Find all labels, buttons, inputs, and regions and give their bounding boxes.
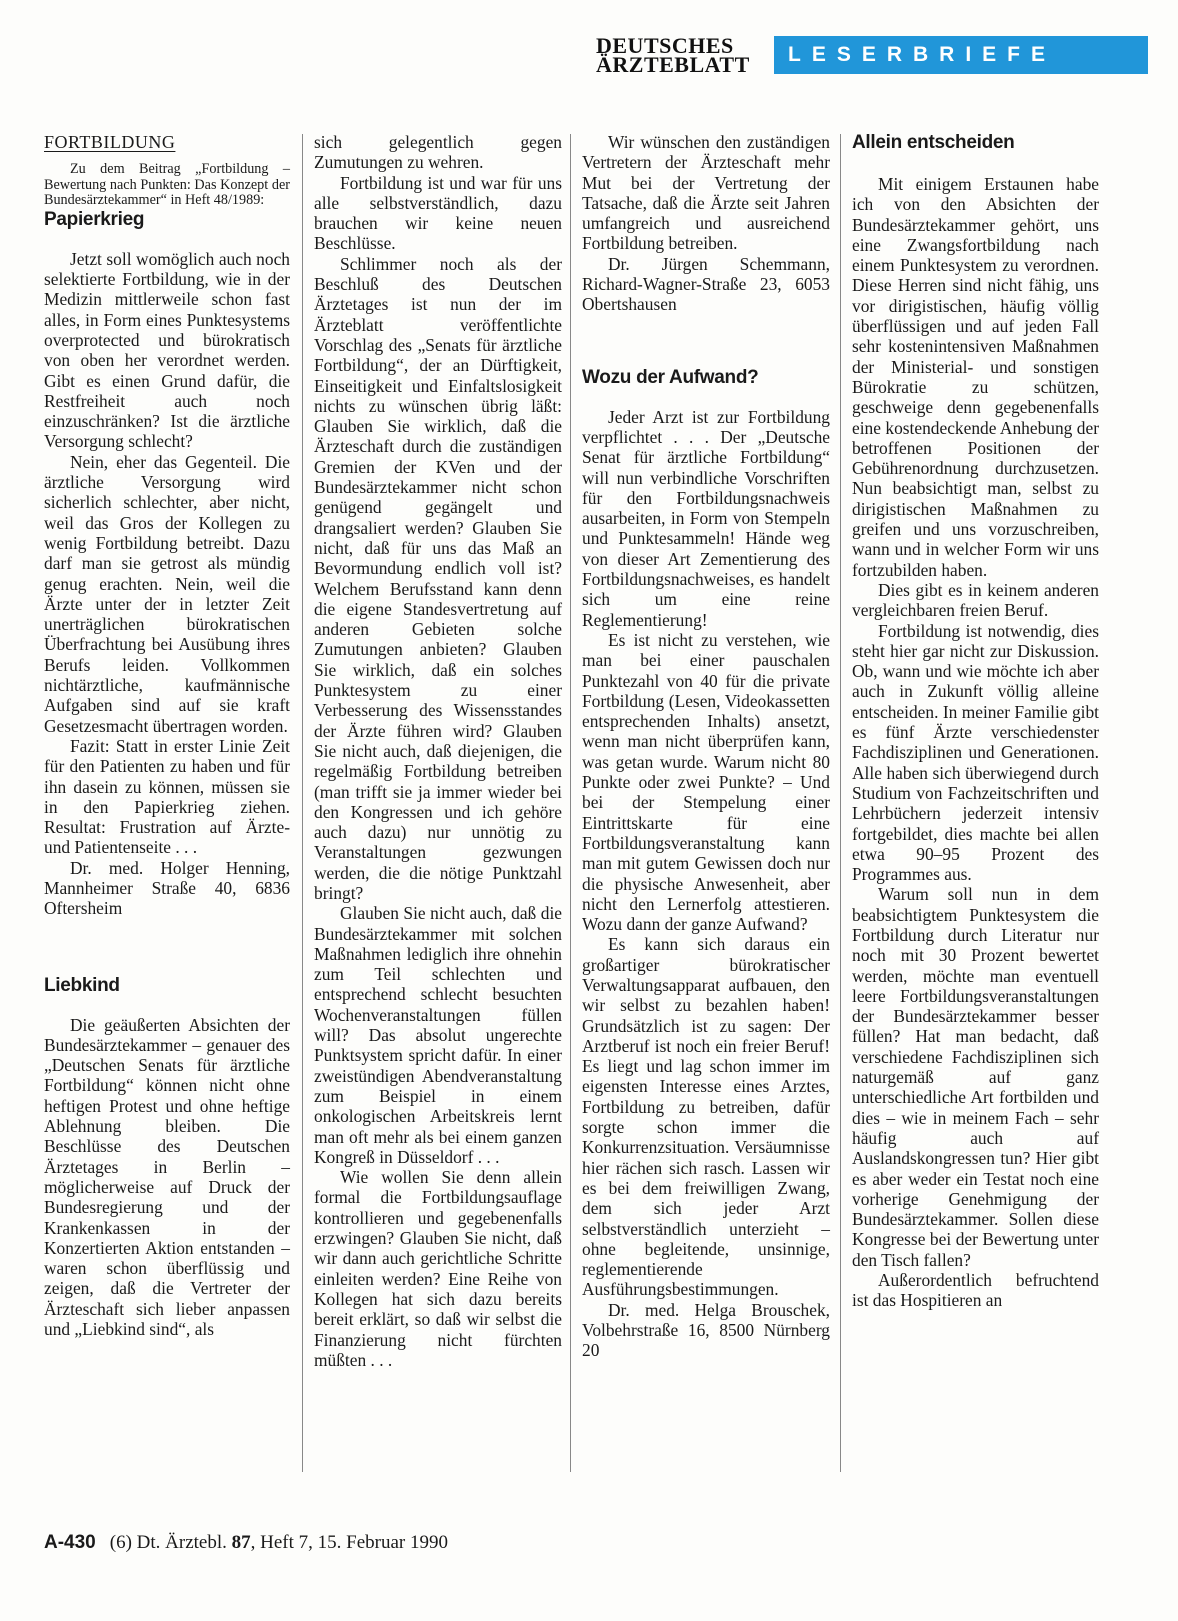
letter-paragraph: Es ist nicht zu verstehen, wie man bei einer pauschalen Punktezahl von 40 für die private Fortbildung (Lesen, Videokassetten entsprechenden Inhalts) ansetzt, wenn man nicht überprüfen kann, was getan wurde. Warum nicht 80 Punkte oder zwei Punkte? – Und bei der Stempelung einer Eintrittskarte für eine Fortbildungsveranstaltung kann man mit gutem Gewissen doch nur die physische Anwesenheit, aber nicht den Lernerfolg attestieren. Wozu dann der ganze Aufwand? (582, 629, 830, 935)
letter-paragraph: sich gelegentlich gegen Zumutungen zu wehren. (314, 132, 562, 173)
journal-abbreviation: Dt. Ärztebl. (136, 1532, 227, 1553)
journal-name-line1: DEUTSCHES (596, 33, 734, 58)
letter-paragraph: Fortbildung ist notwendig, dies steht hier gar nicht zur Diskussion. Ob, wann und wie möchte ich aber auch in Zukunft völlig alleine entscheiden. In meiner Familie gibt es fünf Ärzte verschiedenster Fachdisziplinen und Generationen. Alle haben sich überwiegend durch Studium von Fachzeitschriften und Lehrbüchern jederzeit intensiv fortgebildet, dies machte bei allen etwa 90–95 Prozent des Programmes aus. (852, 620, 1099, 885)
letter-title-papierkrieg: Papierkrieg (44, 208, 145, 230)
letter-signature: Dr. Jürgen Schemmann, Richard-Wagner-Straße 23, 6053 Obertshausen (582, 253, 830, 315)
letter-title-wozu-der-aufwand: Wozu der Aufwand? (582, 366, 759, 388)
column-3 (582, 132, 830, 1361)
section-label: FORTBILDUNG (44, 132, 176, 152)
letter-paragraph: Es kann sich daraus ein großartiger bürokratischer Verwaltungsapparat aufbauen, den wir selbst zu bezahlen haben! Grundsätzlich ist zu sagen: Der Arztberuf ist noch ein freier Beruf! Es liegt und lag schon immer im eigensten Interesse eines Arztes, Fortbildung zu betreiben, dafür sorgte schon immer die Konkurrenzsituation. Versäumnisse hier rächen sich rasch. Lassen wir es bei dem freiwilligen Zwang, dem sich jeder Arzt selbstverständlich unterzieht – ohne begleitende, unsinnige, reglementierende Ausführungsbestimmungen. (582, 934, 830, 1300)
letter-paragraph: Fortbildung ist und war für uns alle selbstverständlich, dazu brauchen wir keine neuen Beschlüsse. (314, 172, 562, 254)
letter-paragraph: Wie wollen Sie denn allein formal die Fortbildungsauflage kontrollieren und gegebenenfalls erzwingen? Glauben Sie nicht, daß wir dann auch gerichtliche Schritte einleiten werden? Eine Reihe von Kollegen hat sich dazu bereits bereit erklärt, so daß wir selbst die Finanzierung nicht fürchten müßten . . . (314, 1167, 562, 1370)
column-divider (570, 134, 571, 1472)
page-footer (44, 1532, 744, 1554)
column-2 (314, 132, 562, 1370)
column-4 (852, 132, 1099, 1311)
letter-paragraph: Glauben Sie nicht auch, daß die Bundesärztekammer mit solchen Maßnahmen lediglich ihre ohnehin zum Teil schlechten und entsprechend schlecht besuchten Wochenveranstaltungen füllen will? Das absolut ungerechte Punktsystem spricht dafür. In einer zweistündigen Abendveranstaltung zum Beispiel in einem onkologischen Arbeitskreis lernt man oft mehr als bei einem ganzen Kongreß in Düsseldorf . . . (314, 903, 562, 1167)
local-page-number: (6) (109, 1532, 132, 1553)
letter-paragraph: Wir wünschen den zuständigen Vertretern der Ärzteschaft mehr Mut bei der Vertretung der Tatsache, daß die Ärzte seit Jahren umfangreich und ausreichend Fortbildung betreiben. (582, 132, 830, 254)
issue-date: , Heft 7, 15. Februar 1990 (250, 1532, 448, 1553)
letter-paragraph: Fazit: Statt in erster Linie Zeit für den Patienten zu haben und für ihn dasein zu können, müssen sie in den Papierkrieg ziehen. Resultat: Frustration auf Ärzte- und Patientenseite . . . (44, 735, 290, 858)
column-divider (302, 134, 303, 1472)
letter-paragraph: Die geäußerten Absichten der Bundesärztekammer – genauer des „Deutschen Senats für ärztliche Fortbildung“ können nicht ohne heftigen Protest und ohne heftige Ablehnung bleiben. Die Beschlüsse des Deutschen Ärztetages in Berlin – möglicherweise auf Druck der Bundesregierung und der Krankenkassen in der Konzertierten Aktion entstanden – waren schon überflüssig und zeigen, daß die Vertreter der Ärzteschaft sich lieber anpassen und „Liebkind sind“, als (44, 1014, 290, 1340)
letter-paragraph: Mit einigem Erstaunen habe ich von den Absichten der Bundesärztekammer gehört, uns eine Zwangsfortbildung nach einem Punktesystem zu verordnen. Diese Herren sind nicht fähig, uns vor dirigistischen, häufig völlig überflüssigen und auf jeden Fall sehr kostenintensiven Maßnahmen der Ministerial- und sonstigen Bürokratie zu schützen, geschweige denn gegebenenfalls eine kostendeckende Anhebung der betroffenen Positionen der Gebührenordnung durchzusetzen. Nun beabsichtigt man, selbst zu dirigistischen Maßnahmen zu greifen und uns vorzuschreiben, wann und in welcher Form wir uns fortzubilden haben. (852, 174, 1099, 580)
column-1 (44, 132, 290, 1339)
journal-name-line2: ÄRZTEBLATT (596, 52, 750, 77)
journal-logo (596, 33, 776, 77)
letter-paragraph: Schlimmer noch als der Beschluß des Deutschen Ärztetages ist nun der im Ärzteblatt veröffentlichte Vorschlag des „Senats für ärztliche Fortbildung“, der an Dürftigkeit, Einseitigkeit und Einfaltslosigkeit nichts zu wünschen übrig läßt: Glauben Sie wirklich, daß die Ärzteschaft durch die zuständigen Gremien der KVen und der Bundesärztekammer nicht schon genügend gegängelt und drangsaliert werden? Glauben Sie nicht, daß für uns das Maß an Bevormundung endlich voll ist? Welchem Berufsstand kann denn die eigene Standesvertretung auf anderen Gebieten solche Zumutungen anbieten? Glauben Sie wirklich, daß ein solches Punktesystem zu einer Verbesserung des Wissensstandes der Ärzte führen wird? Glauben Sie nicht auch, daß diejenigen, die regelmäßig Fortbildung betreiben (man trifft sie ja immer wieder bei den Kongressen und ich gehöre auch dazu) nur unnötig zu Veranstaltungen gezwungen werden, die die nötige Punktzahl bringt? (314, 253, 562, 903)
article-reference: Zu dem Beitrag „Fortbildung – Bewertung nach Punkten: Das Konzept der Bundesärztekammer“ in Heft 48/1989: (44, 161, 290, 209)
letter-signature: Dr. med. Holger Henning, Mannheimer Straße 40, 6836 Oftersheim (44, 857, 290, 919)
letter-paragraph: Außerordentlich befruchtend ist das Hospitieren an (852, 1270, 1099, 1311)
section-banner: LESERBRIEFE (774, 36, 1148, 74)
letter-title-liebkind: Liebkind (44, 974, 120, 996)
letter-signature: Dr. med. Helga Brouschek, Volbehrstraße 16, 8500 Nürnberg 20 (582, 1299, 830, 1361)
letter-paragraph: Nein, eher das Gegenteil. Die ärztliche Versorgung wird sicherlich schlechter, aber nicht, weil das Gros der Kollegen zu wenig Fortbildung betreibt. Dazu darf man sie getrost als mündig genug erachten. Nein, weil die Ärzte unter der in letzter Zeit unerträglichen bürokratischen Überfrachtung bei Ausübung ihres Berufs leiden. Vollkommen nichtärztliche, kaufmännische Aufgaben sind auf sie kraft Gesetzesmacht übertragen worden. (44, 451, 290, 736)
letter-paragraph: Dies gibt es in keinem anderen vergleichbaren freien Beruf. (852, 579, 1099, 621)
page-number: A-430 (44, 1532, 96, 1553)
masthead (596, 33, 1148, 77)
column-divider (840, 134, 841, 1472)
letter-paragraph: Jetzt soll womöglich auch noch selektierte Fortbildung, wie in der Medizin mittlerweile schon fast alles, in Form eines Punktesystems overprotected und bürokratisch von oben her verordnet werden. Gibt es einen Grund dafür, die Restfreiheit auch noch einzuschränken? Ist die ärztliche Versorgung schlecht? (44, 248, 290, 452)
volume-number: 87 (231, 1532, 251, 1553)
letter-title-allein-entscheiden: Allein entscheiden (852, 132, 1015, 153)
letter-paragraph: Jeder Arzt ist zur Fortbildung verpflichtet . . . Der „Deutsche Senat für ärztliche Fortbildung“ will nun verbindliche Vorschriften für den Fortbildungsnachweis ausarbeiten, in Form von Stempeln und Punktesammeln! Hände weg von dieser Art Zementierung des Fortbildungsnachweises, es handelt sich um eine reine Reglementierung! (582, 406, 830, 630)
letter-paragraph: Warum soll nun in dem beabsichtigtem Punktesystem die Fortbildung durch Literatur nur noch mit 30 Prozent bewertet werden, möchte man eventuell leere Fortbildungsveranstaltungen der Bundesärztekammer besser füllen? Hat man bedacht, daß verschiedene Fachdisziplinen sich naturgemäß auf ganz unterschiedliche Art fortbilden und dies – wie in meinem Fach – sehr häufig auch auf Auslandskongressen tun? Hier gibt es aber weder ein Testat noch eine vorherige Genehmigung der Bundesärztekammer. Sollen diese Kongresse bei der Bewertung unter den Tisch fallen? (852, 884, 1099, 1270)
